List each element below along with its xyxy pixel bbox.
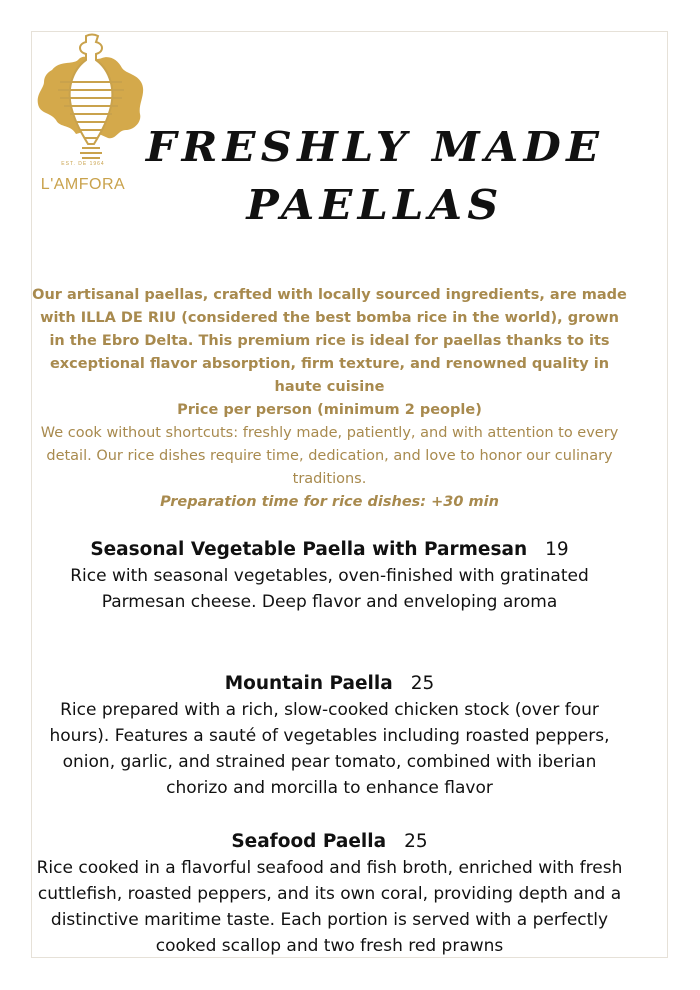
menu-item-name: Seafood Paella <box>231 831 387 852</box>
menu-item <box>31 829 628 959</box>
menu-item-price: 19 <box>545 539 569 560</box>
restaurant-logo <box>30 30 148 200</box>
menu-item <box>31 671 628 801</box>
logo-name: L'AMFORA <box>40 176 126 193</box>
menu-item <box>31 537 628 615</box>
menu-item-description: Rice with seasonal vegetables, oven-finished with gratinated Parmesan cheese. Deep flavor and enveloping aroma <box>70 566 589 612</box>
logo-established: EST. DE 1964 <box>61 161 105 167</box>
intro-section <box>31 284 628 514</box>
amphora-logo-icon <box>30 30 148 165</box>
price-note: Price per person (minimum 2 people) <box>177 402 482 418</box>
menu-item-price: 25 <box>410 673 435 694</box>
preparation-time: Preparation time for rice dishes: +30 min <box>160 494 499 510</box>
menu-item-header <box>31 537 628 563</box>
menu-item-name: Mountain Paella <box>224 673 393 694</box>
menu-item-header <box>31 671 628 697</box>
menu-item-price: 25 <box>404 831 428 852</box>
menu-item-description: Rice prepared with a rich, slow-cooked chicken stock (over four hours). Features a sauté of vegetables including roasted peppers, onion, garlic, and strained pear tomato, combined with iberian chorizo and morcilla to enhance flavor <box>49 700 610 798</box>
menu-item-name: Seasonal Vegetable Paella with Parmesan <box>90 539 528 560</box>
cooking-philosophy: We cook without shortcuts: freshly made, patiently, and with attention to every detail. Our rice dishes require time, dedication, and love to honor our culinary traditions. <box>40 425 619 487</box>
intro-description: Our artisanal paellas, crafted with locally sourced ingredients, are made with ILLA DE RIU (considered the best bomba rice in the world), grown in the Ebro Delta. This premium rice is ideal for paellas thanks to its exceptional flavor absorption, firm texture, and renowned quality in haute cuisine <box>32 287 627 395</box>
page-title: FRESHLY MADE PAELLAS <box>145 123 605 229</box>
menu-item-description: Rice cooked in a flavorful seafood and fish broth, enriched with fresh cuttlefish, roasted peppers, and its own coral, providing depth and a distinctive maritime taste. Each portion is served with a perfectly cooked scallop and two fresh red prawns <box>36 858 623 956</box>
menu-item-header <box>31 829 628 855</box>
